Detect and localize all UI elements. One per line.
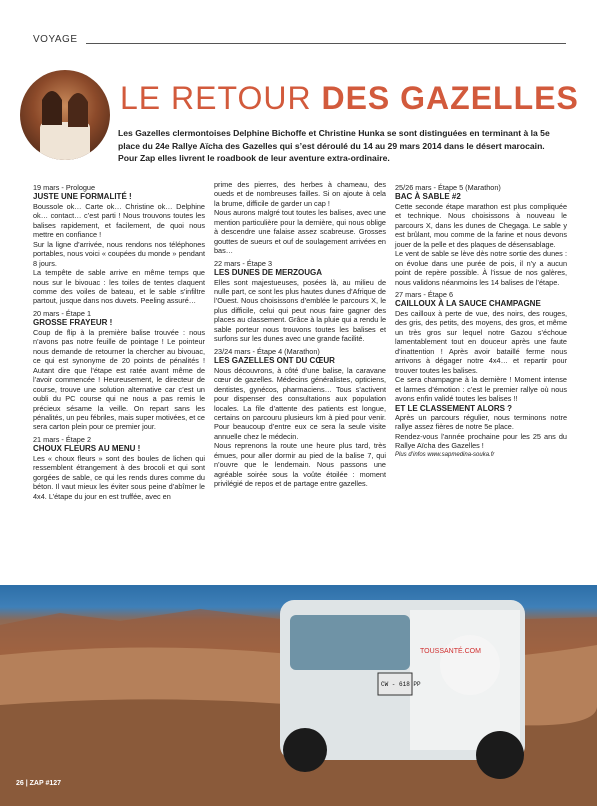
article-block [214, 259, 386, 344]
title-bold: DES GAZELLES [321, 80, 579, 116]
article-title [120, 80, 579, 117]
article-block [214, 347, 386, 442]
body-paragraph: Ce sera champagne à la dernière ! Moment intense et larmes d’émotion : c’est le premier rallye où nous avons enfin validé toutes les balises !! [395, 375, 567, 404]
body-paragraph: La tempête de sable arrive en même temps que nous sur le bivouac : les toiles de tentes claquent comme des voiles de bateau, et le sable s’infiltre partout, jusque dans nos duvets. Peeling assuré… [33, 268, 205, 306]
stage-date: 23/24 mars - Étape 4 (Marathon) [214, 346, 320, 356]
stage-heading: GROSSE FRAYEUR ! [33, 318, 113, 328]
article-block [395, 183, 567, 249]
stage-date: 22 mars - Étape 3 [214, 258, 272, 268]
article-block [33, 240, 205, 268]
body-paragraph: Sur la ligne d’arrivée, nous rendons nos téléphones portables, nous voici « coupées du monde » pendant 8 jours. [33, 239, 205, 268]
body-paragraph: Le vent de sable se lève dès notre sortie des dunes : on évolue dans une purée de pois, il n’y a aucun point de repère possible. À l’issue de nos galères, nous validons néanmoins les 14 balises de l’étape. [395, 249, 567, 287]
article-block [214, 180, 386, 208]
intro-paragraph: Les Gazelles clermontoises Delphine Bichoffe et Christine Hunka se sont distinguées en terminant à la 5e place du 24e Rallye Aïcha des Gazelles qui s’est déroulé du 14 au 29 mars 2014 dans le désert marocain. Pour Zap elles livrent le roadbook de leur aventure extra-ordinaire. [118, 128, 550, 163]
stage-date: 20 mars - Étape 1 [33, 308, 91, 318]
column-1 [33, 180, 205, 501]
stage-heading: CHOUX FLEURS AU MENU ! [33, 444, 141, 454]
stage-heading: LES GAZELLES ONT DU CŒUR [214, 356, 335, 366]
body-paragraph: Cette seconde étape marathon est plus compliquée et technique. Nous choisissons à nouveau le parcours X, dans les dunes de Chegaga. Le sable y est brûlant, mou comme de la farine et nous devons jouer de la pelle et des plaques de désensablage. [395, 201, 567, 249]
column-3 [395, 180, 567, 460]
article-block [395, 375, 567, 403]
article-block [33, 309, 205, 432]
stage-heading: CAILLOUX À LA SAUCE CHAMPAGNE [395, 299, 541, 309]
article-block [33, 435, 205, 501]
article-block [33, 183, 205, 240]
stage-date: 21 mars - Étape 2 [33, 434, 91, 444]
body-paragraph: prime des pierres, des herbes à chameau, des oueds et de nombreuses failles. Si on ajoute à cela la brume, difficile de garder un cap ! [214, 180, 386, 208]
stage-heading: JUSTE UNE FORMALITÉ ! [33, 192, 132, 202]
stage-heading: LES DUNES DE MERZOUGA [214, 268, 323, 278]
desert-car-photo [0, 585, 597, 806]
article-block [395, 432, 567, 451]
stage-heading: ET LE CLASSEMENT ALORS ? [395, 403, 513, 413]
body-paragraph: Après un parcours régulier, nous terminons notre rallye assez fières de notre 5e place. [395, 413, 567, 432]
column-2 [214, 180, 386, 489]
body-paragraph: Boussole ok… Carte ok… Christine ok… Delphine ok… contact… c’est parti ! Nous trouvons toutes les balises rapidement, et facilement, de quoi nous mettre en confiance ! [33, 201, 205, 240]
stage-date: 25/26 mars - Étape 5 (Marathon) [395, 183, 501, 192]
section-divider [86, 43, 566, 44]
body-paragraph: Nous reprenons la route une heure plus tard, très émues, pour aller dormir au pied de la balise 7, qui n’ouvre que le lendemain. Nous passons une agréable soirée sous la voûte étoilée : moment privilégié de repos et de partage entre gazelles. [214, 441, 386, 489]
license-plate: CW - 618 PP [381, 681, 421, 688]
body-paragraph: Nous aurons malgré tout toutes les balises, avec une mention particulière pour la dernière, qui nous oblige à descendre une falaise assez scabreuse. Grosses gouttes de sueurs et ouf de soulagement arrivées en bas… [214, 208, 386, 256]
article-block [395, 404, 567, 432]
page-folio: 26 | ZAP #127 [16, 780, 62, 787]
stage-heading: BAC À SABLE #2 [395, 192, 461, 202]
section-label: VOYAGE [33, 34, 78, 45]
car-sticker: TOUSSANTÉ.COM [420, 648, 481, 655]
article-block [395, 249, 567, 287]
body-paragraph: Des cailloux à perte de vue, des noirs, des rouges, des gris, des petits, des moyens, des gros, et même un très gros sur lequel notre Gazou s’échoue lamentablement tout en douceur après une faute d’inattention ! Après avoir bataillé ferme nous arrivons à dégager notre 4x4… et repartir pour trouver toutes les balises. [395, 308, 567, 375]
article-block [214, 441, 386, 488]
body-paragraph: Les « choux fleurs » sont des boules de lichen qui ressemblent étrangement à des brocoli et qui sont gorgées de sable, ce qui les rends dures comme du béton. Il vaut mieux les éviter sous peine d’abîmer le 4x4. L’étape du jour en est truffée, avec en [33, 453, 205, 501]
body-paragraph: Coup de flip à la première balise trouvée : nous n’avons pas notre feuille de pointage ! Le pointeur nous demande de retourner la chercher au bivouac, ce qui est synonyme de 20 points de pénalités ! Autant dire que l’étape est ratée avant même de l’avoir commencée ! Heureusement, le directeur de course, trouve une solution alternative car c’est un oubli du PC course qui ne nous a pas remis le précieux sésame la veille. On repart sans les pénalités, un peu fébriles, mais super motivées, et ce sera carton plein pour ce premier jour. [33, 327, 205, 432]
article-block [395, 290, 567, 375]
title-light: LE RETOUR [120, 80, 312, 116]
article-block [33, 268, 205, 306]
stage-date: 19 mars - Prologue [33, 183, 96, 192]
body-paragraph: Nous découvrons, à côté d’une balise, la caravane cœur de gazelles. Médecins généralistes, opticiens, dentistes, gynécos, pharmaciens… Tous s’activent pour dispenser des consultations aux population locales. La file d’attente des patients est longue, certains on parcouru plusieurs km à pied pour venir. Pour beaucoup d’entre eux ce sera la seule visite annuelle chez le médecin. [214, 365, 386, 441]
stage-date: 27 mars - Étape 6 [395, 290, 453, 300]
article-block [214, 208, 386, 255]
body-paragraph: Elles sont majestueuses, posées là, au milieu de nulle part, ce sont les plus hautes dunes d’Afrique de l’Ouest. Nous choisissons d’emblée le parcours X, le plus difficile, celui qui peut nous faire gagner des places au classement. Grâce à la pluie qui a rendu le sable porteur nous trouvons toutes les balises et surfons sur les dunes avec une grande facilité. [214, 277, 386, 344]
portrait-photo [20, 70, 110, 160]
body-paragraph: Rendez-vous l’année prochaine pour les 25 ans du Rallye Aïcha des Gazelles ! [395, 431, 567, 451]
info-credit: Plus d’infos www.sapmedina-souka.fr [395, 451, 495, 458]
